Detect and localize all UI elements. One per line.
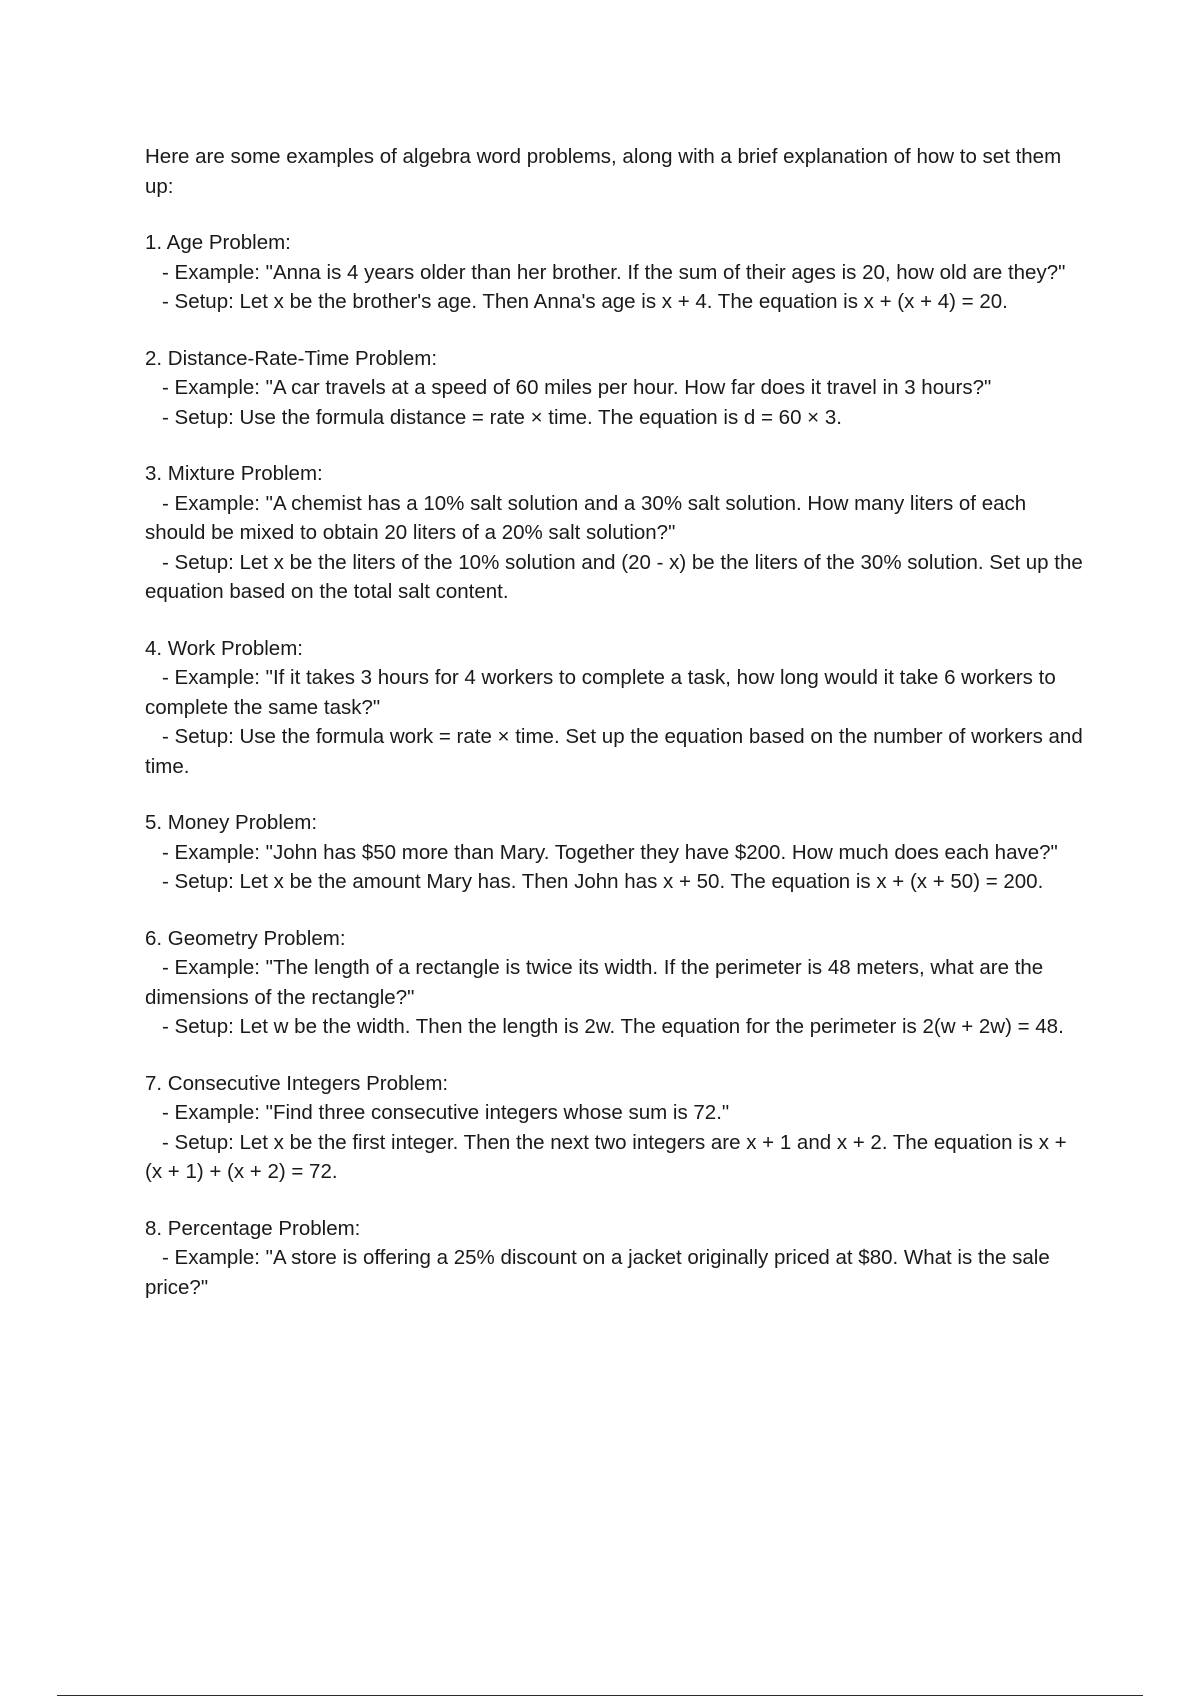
problem-title: 7. Consecutive Integers Problem: [145,1071,449,1095]
problem-example: - Example: "A chemist has a 10% salt solution and a 30% salt solution. How many liters of each should be mixed to obtain 20 liters of a 20% salt solution?" [145,491,1027,544]
problem-setup: - Setup: Let x be the brother's age. Then Anna's age is x + 4. The equation is x + (x + 4) = 20. [162,290,1008,313]
problem-example: - Example: "Anna is 4 years older than her brother. If the sum of their ages is 20, how old are they?" [162,260,1066,284]
intro-paragraph: Here are some examples of algebra word problems, along with a brief explanation of how to set them up: [145,145,1062,198]
page-bottom-divider [57,1695,1143,1696]
problem-setup: - Setup: Use the formula work = rate × time. Set up the equation based on the number of workers and time. [145,725,1083,778]
problem-setup: - Setup: Let w be the width. Then the length is 2w. The equation for the perimeter is 2(w + 2w) = 48. [162,1015,1064,1038]
problem-title: 1. Age Problem: [145,231,291,254]
problem-example: - Example: "A store is offering a 25% discount on a jacket originally priced at $80. What is the sale price?" [145,1246,1050,1299]
problem-title: 8. Percentage Problem: [145,1216,361,1240]
problem-title: 3. Mixture Problem: [145,462,323,485]
problem-money [145,808,1085,897]
problem-age [145,228,1085,317]
problem-setup: - Setup: Let x be the amount Mary has. Then John has x + 50. The equation is x + (x + 50) = 200. [162,870,1044,893]
problem-title: 4. Work Problem: [145,636,303,660]
problem-example: - Example: "If it takes 3 hours for 4 workers to complete a task, how long would it take 6 workers to complete the same task?" [145,666,1056,719]
problem-example: - Example: "A car travels at a speed of 60 miles per hour. How far does it travel in 3 hours?" [162,376,992,399]
document-page [145,142,1085,1329]
problem-percentage [145,1214,1085,1303]
problem-setup: - Setup: Let x be the liters of the 10% solution and (20 - x) be the liters of the 30% solution. Set up the equation based on the total salt content. [145,550,1083,603]
problem-mixture [145,459,1085,607]
problem-example: - Example: "John has $50 more than Mary. Together they have $200. How much does each have?" [162,840,1058,864]
problem-distance-rate-time [145,344,1085,433]
problem-consecutive-integers [145,1069,1085,1187]
problem-title: 2. Distance-Rate-Time Problem: [145,346,438,370]
problem-setup: - Setup: Let x be the first integer. Then the next two integers are x + 1 and x + 2. The equation is x + (x + 1) + (x + 2) = 72. [145,1130,1067,1183]
problem-example: - Example: "Find three consecutive integers whose sum is 72." [162,1101,730,1124]
problem-setup: - Setup: Use the formula distance = rate × time. The equation is d = 60 × 3. [162,405,842,429]
problem-example: - Example: "The length of a rectangle is twice its width. If the perimeter is 48 meters, what are the dimensions of the rectangle?" [145,956,1044,1009]
problem-geometry [145,924,1085,1042]
problem-title: 5. Money Problem: [145,811,318,834]
problem-work [145,634,1085,782]
problem-title: 6. Geometry Problem: [145,926,346,950]
